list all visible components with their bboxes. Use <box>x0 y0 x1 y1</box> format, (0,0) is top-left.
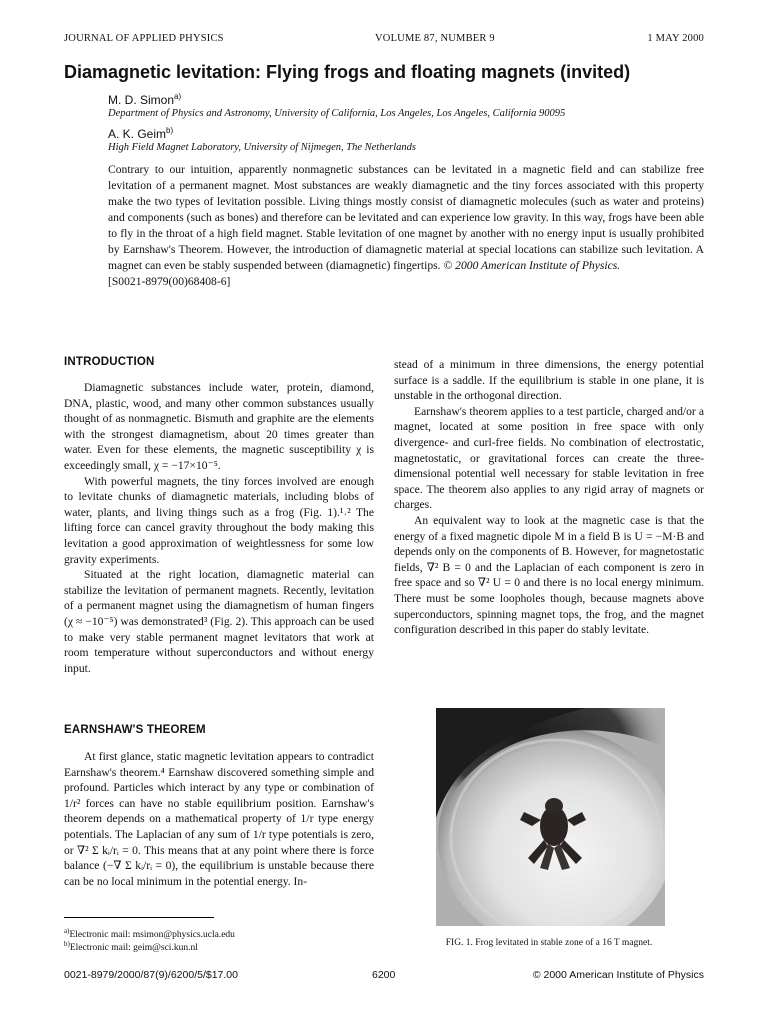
footnote-2 <box>64 938 198 954</box>
section-heading-introduction: INTRODUCTION <box>64 356 155 368</box>
section-heading-earnshaw: EARNSHAW'S THEOREM <box>64 724 206 736</box>
right-column-body <box>394 357 704 638</box>
right-paragraph-0: stead of a minimum in three dimensions, the energy potential surface is a saddle. If the equilibrium is stable in one plane, it is unstable in the orthogonal direction. <box>394 358 704 403</box>
right-paragraph-1: Earnshaw's theorem applies to a test particle, charged and/or a magnet, located at some position in free space with only divergence- and curl-free fields. No combination of electrostatic, magnetostatic, or gravitational forces can create the three-dimensional potential well necessary for stable levitation in free space. The theorem also applies to any rigid array of magnets or charges. <box>394 404 704 512</box>
author-1-name: M. D. Simon <box>108 93 175 107</box>
author-2-name: A. K. Geim <box>108 127 167 141</box>
intro-paragraph-1: Diamagnetic substances include water, protein, diamond, DNA, plastic, wood, and many other common substances usually thought of as nonmagnetic. Bismuth and graphite are the elements with the strongest diamagnetism, about 20 times greater than water. Even for these elements, the magnetic susceptibility χ is exceedingly small, χ = −17×10⁻⁵. <box>64 381 374 472</box>
frog-levitation-photo <box>436 708 665 926</box>
issue-date: 1 MAY 2000 <box>647 33 704 44</box>
abstract-doi: [S0021-8979(00)68408-6] <box>108 275 231 288</box>
figure-caption: FIG. 1. Frog levitated in stable zone of a 16 T magnet. <box>445 938 653 948</box>
earnshaw-body <box>64 749 374 889</box>
footnote-1-mark: a) <box>64 927 70 935</box>
title-text: Diamagnetic levitation: Flying frogs and floating magnets <box>64 62 556 82</box>
footnote-2-text: Electronic mail: geim@sci.kun.nl <box>69 943 198 953</box>
abstract-copyright: © 2000 American Institute of Physics. <box>443 259 621 272</box>
intro-paragraph-2: With powerful magnets, the tiny forces involved are enough to levitate chunks of diamagnetic materials, including blobs of water, plants, and living things such as a frog (Fig. 1).¹˒² The lifting force can cancel gravity throughout the body making this levitation a good approximation of weightlessness for some low gravity experiments. <box>64 474 374 566</box>
earnshaw-paragraph-1: At first glance, static magnetic levitation appears to contradict Earnshaw's theorem.⁴ Earnshaw discovered something simple and profound. Particles which interact by any type or combination of 1/r² forces can have no stable equilibrium position. Earnshaw's theorem depends on a mathematical property of 1/r type energy potentials. The Laplacian of any sum of 1/r type potentials is zero, or ∇² Σ kᵢ/rᵢ = 0. This means that at any point where there is force balance (−∇ Σ kᵢ/rᵢ = 0), the equilibrium is unstable because there can be no local minimum in the potential energy. In- <box>64 750 374 888</box>
intro-paragraph-3: Situated at the right location, diamagnetic material can stabilize the levitation of permanent magnets. Recently, levitation of a permanent magnet using the diamagnetism of human fingers (χ ≈ −10⁻⁵) was demonstrated³ (Fig. 2). This approach can be used to make very stable permanent magnet levitators that work at room temperature without superconductors and without energy input. <box>64 568 374 675</box>
abstract <box>108 162 704 290</box>
footer-issn: 0021-8979/2000/87(9)/6200/5/$17.00 <box>64 969 238 981</box>
author-1-mark: a) <box>174 92 182 101</box>
footnote-2-mark: b) <box>64 940 70 948</box>
volume-number: VOLUME 87, NUMBER 9 <box>375 33 495 44</box>
introduction-body <box>64 380 374 676</box>
footer-copyright: © 2000 American Institute of Physics <box>532 969 704 981</box>
frog-photo-graphic <box>436 708 665 926</box>
abstract-text: Contrary to our intuition, apparently nonmagnetic substances can be levitated in a magnetic field and can stabilize free levitation of a permanent magnet. Most substances are weakly diamagnetic and the tiny forces associated with this property make the two types of levitation possible. Living things mostly consist of diamagnetic molecules (such as water and proteins) and components (such as bones) and therefore can be levitated and can experience low gravity. In this way, frogs have been able to fly in the throat of a high field magnet. Stable levitation of one magnet by another with no energy input is usually prohibited by Earnshaw's Theorem. However, the introduction of diamagnetic material at special locations can stabilize such levitation. A magnet can even be stably suspended between (diamagnetic) fingertips. <box>108 163 704 272</box>
paper-title <box>64 60 728 84</box>
author-2-mark: b) <box>166 126 174 135</box>
author-2-affiliation: High Field Magnet Laboratory, University of Nijmegen, The Netherlands <box>108 142 416 153</box>
title-suffix: (invited) <box>560 62 631 82</box>
author-1 <box>108 92 181 107</box>
footnote-1-text: Electronic mail: msimon@physics.ucla.edu <box>69 930 235 940</box>
footnote-divider <box>64 917 214 918</box>
author-1-affiliation: Department of Physics and Astronomy, University of California, Los Angeles, Los Angeles, California 90095 <box>108 108 566 119</box>
footer-page-number: 6200 <box>372 969 396 981</box>
author-2 <box>108 126 173 141</box>
right-paragraph-2: An equivalent way to look at the magnetic case is that the energy of a fixed magnetic dipole M in a field B is U = −M·B and depends only on the components of B. However, for magnetostatic fields, ∇² B = 0 and the Laplacian of each component is zero in free space and so ∇² U = 0 and there is no local energy minimum. There must be some loopholes though, because magnets above superconductors, spinning magnet tops, the frog, and the magnet configuration described in this paper do stably levitate. <box>394 513 704 637</box>
journal-name: JOURNAL OF APPLIED PHYSICS <box>64 33 224 44</box>
